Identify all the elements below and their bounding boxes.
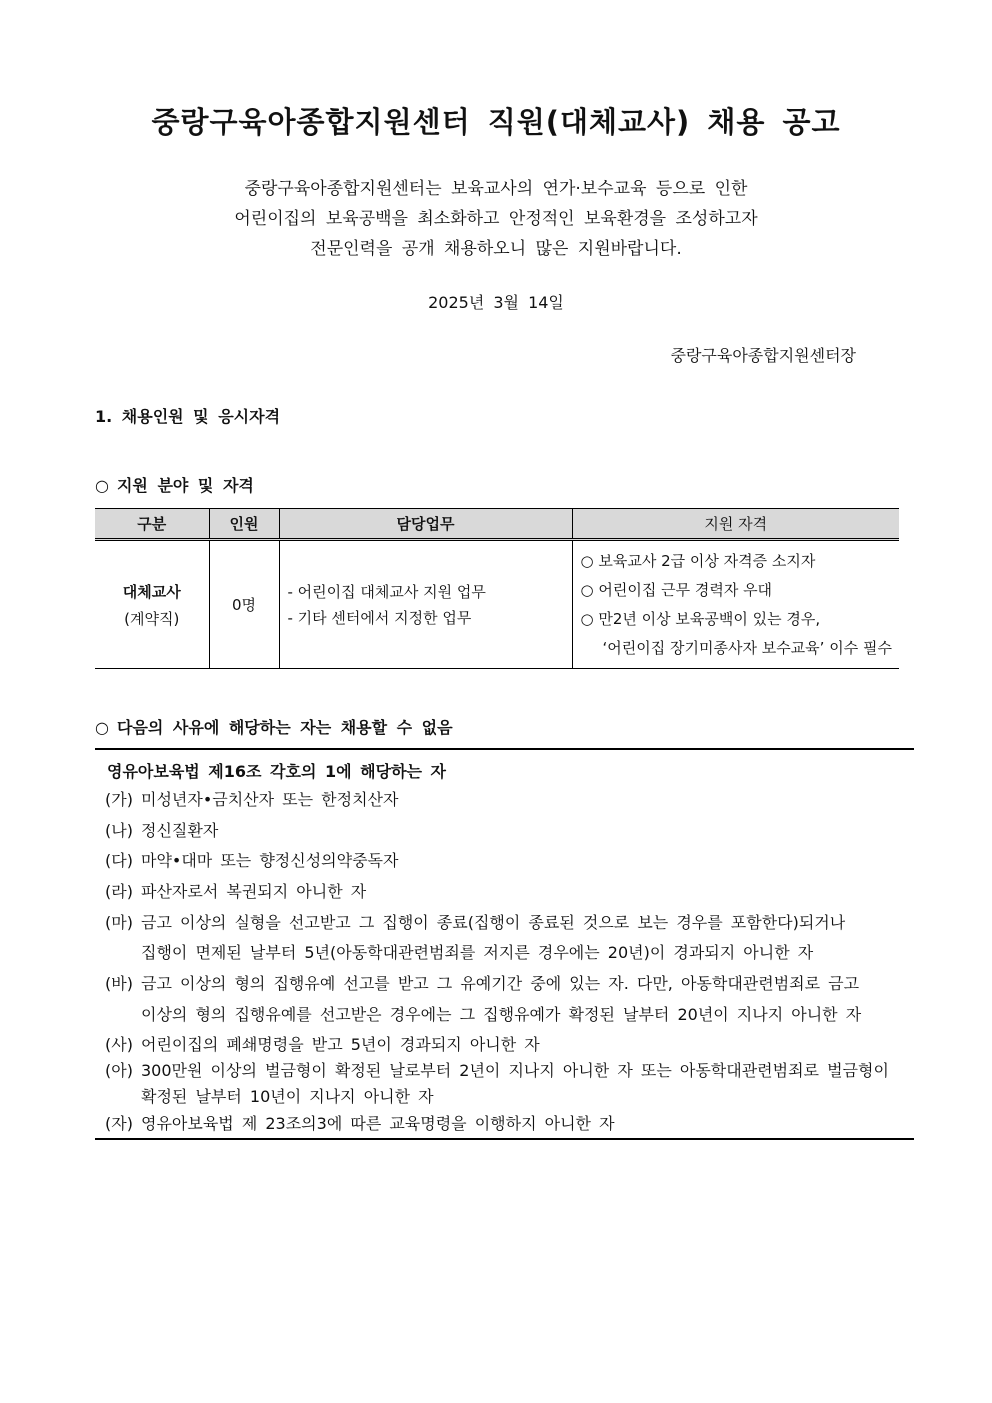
intro-line: 중랑구육아종합지원센터는 보육교사의 연가·보수교육 등으로 인한: [244, 179, 748, 199]
item-text: 금고 이상의 실형을 선고받고 그 집행이 종료(집행이 종료된 것으로 보는 경우를 포함한다)되거나: [141, 913, 846, 932]
item-text: 300만원 이상의 벌금형이 확정된 날로부터 2년이 지나지 아니한 자 또는 아동학대관련범죄로 벌금형이: [141, 1061, 889, 1080]
list-item: [105, 1111, 615, 1134]
intro-line: 전문인력을 공개 채용하오니 많은 지원바랍니다.: [310, 239, 682, 259]
item-text: 영유아보육법 제 23조의3에 따른 교육명령을 이행하지 아니한 자: [141, 1114, 615, 1133]
item-text: 어린이집의 폐쇄명령을 받고 5년이 경과되지 아니한 자: [141, 1035, 540, 1054]
item-label: (라): [105, 882, 133, 901]
item-label: (자): [105, 1114, 133, 1133]
column-header: 구분: [95, 509, 209, 540]
qualifications-cell: [572, 540, 899, 669]
column-header: 인원: [209, 509, 279, 540]
column-header: 담당업무: [279, 509, 572, 540]
item-text: 정신질환자: [141, 821, 219, 840]
item-text: 금고 이상의 형의 집행유예 선고를 받고 그 유예기간 중에 있는 자. 다만, 아동학대관련범죄로 금고: [141, 974, 860, 993]
qualification-item-continued: ‘어린이집 장기미종사자 보수교육’ 이수 필수: [602, 638, 892, 657]
signer: 중랑구육아종합지원센터장: [670, 346, 856, 365]
qualification-item: ○ 만2년 이상 보육공백이 있는 경우,: [580, 609, 821, 628]
item-label: (가): [105, 790, 133, 809]
list-item: [105, 879, 366, 902]
item-text-continued: 확정된 날부터 10년이 지나지 아니한 자: [141, 1087, 434, 1106]
role-type: (계약직): [124, 609, 180, 628]
item-label: (사): [105, 1035, 133, 1054]
section-heading: 1. 채용인원 및 응시자격: [95, 407, 281, 426]
item-label: (마): [105, 913, 133, 932]
item-text: 미성년자•금치산자 또는 한정치산자: [141, 790, 399, 809]
list-item: [105, 848, 398, 871]
subsection-heading-support: [95, 473, 254, 496]
item-text-continued: 집행이 면제된 날부터 5년(아동학대관련범죄를 저지른 경우에는 20년)이 경과되지 아니한 자: [141, 943, 814, 962]
page-title: 중랑구육아종합지원센터 직원(대체교사) 채용 공고: [151, 105, 841, 139]
subsection-label: 지원 분야 및 자격: [116, 476, 254, 495]
item-label: (다): [105, 851, 133, 870]
item-text-continued: 이상의 형의 집행유예를 선고받은 경우에는 그 집행유예가 확정된 날부터 20년이 지나지 아니한 자: [141, 1005, 862, 1024]
item-label: (나): [105, 821, 133, 840]
list-item: [105, 1032, 540, 1055]
exclusion-heading: 영유아보육법 제16조 각호의 1에 해당하는 자: [107, 762, 447, 781]
list-item: [105, 910, 845, 933]
item-label: (아): [105, 1061, 133, 1080]
table-header-row: [95, 509, 899, 540]
table-row: [95, 540, 899, 669]
qualification-item: ○ 어린이집 근무 경력자 우대: [580, 580, 773, 599]
duty-item: - 기타 센터에서 지정한 업무: [287, 608, 472, 627]
role-name: 대체교사: [122, 582, 181, 601]
subsection-heading-excluded: [95, 715, 453, 738]
circle-bullet-icon: ○: [95, 718, 109, 737]
role-cell: [95, 540, 209, 669]
item-label: (바): [105, 974, 133, 993]
column-header: 지원 자격: [572, 509, 899, 540]
duties-cell: [279, 540, 572, 669]
list-item: [105, 971, 859, 994]
list-item: [105, 1058, 889, 1081]
qualification-item: ○ 보육교사 2급 이상 자격증 소지자: [580, 551, 816, 570]
intro-line: 어린이집의 보육공백을 최소화하고 안정적인 보육환경을 조성하고자: [234, 209, 758, 229]
intro-paragraph: [0, 174, 992, 264]
list-item: [105, 787, 398, 810]
list-item: [105, 818, 218, 841]
announcement-date: 2025년 3월 14일: [428, 293, 564, 312]
qualification-table: [95, 508, 899, 669]
exclusion-box: [95, 748, 914, 1140]
duty-item: - 어린이집 대체교사 지원 업무: [287, 582, 486, 601]
circle-bullet-icon: ○: [95, 476, 109, 495]
item-text: 마약•대마 또는 향정신성의약중독자: [141, 851, 399, 870]
item-text: 파산자로서 복권되지 아니한 자: [141, 882, 367, 901]
subsection-label: 다음의 사유에 해당하는 자는 채용할 수 없음: [116, 718, 453, 737]
count-cell: 0명: [209, 540, 279, 669]
